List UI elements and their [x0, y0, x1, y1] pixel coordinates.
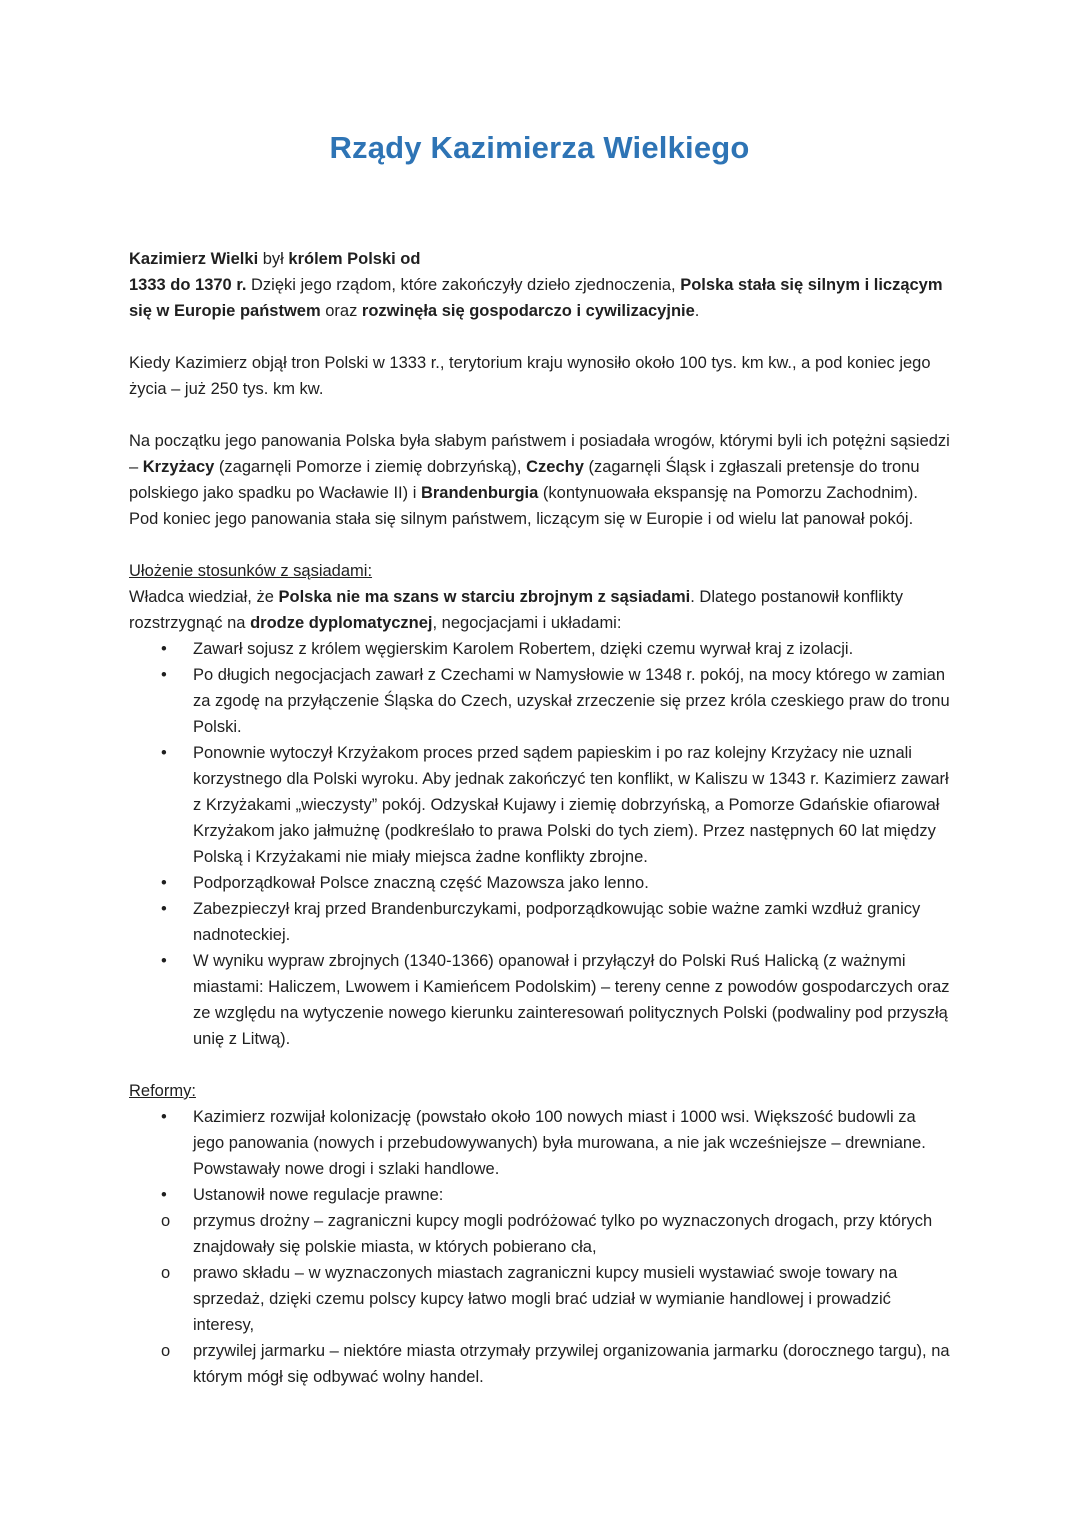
text-run: Zabezpieczył kraj przed Brandenburczykami, podporządkowując sobie ważne zamki wzdłuż granicy nadnoteckiej. [193, 900, 921, 944]
text-run: Ułożenie stosunków z sąsiadami: [129, 562, 373, 580]
list-item [129, 1338, 950, 1390]
bold-text-run: Krzyżacy [142, 458, 215, 476]
section-heading [129, 1078, 950, 1104]
bold-text-run: Czechy [526, 458, 584, 476]
text-run: Na początku jego panowania Polska była słabym państwem i posiadała wrogów, którymi byli ich potężni sąsiedzi – [129, 432, 950, 476]
bullet-marker: • [161, 744, 167, 762]
bullet-list [129, 1104, 950, 1208]
paragraph [129, 584, 950, 636]
text-run: . [694, 302, 700, 320]
text-run: Podporządkował Polsce znaczną część Mazowsza jako lenno. [193, 874, 649, 892]
bold-text-run: drodze dyplomatycznej [250, 614, 433, 632]
list-item [129, 896, 950, 948]
text-run: przywilej jarmarku – niektóre miasta otrzymały przywilej organizowania jarmarku (dorocznego targu), na którym mógł się odbywać wolny handel. [193, 1342, 950, 1386]
bullet-marker: • [161, 900, 167, 918]
bullet-marker: o [161, 1264, 171, 1282]
paragraph [129, 428, 950, 532]
list-item [129, 1182, 950, 1208]
text-run: Kiedy Kazimierz objął tron Polski w 1333 r., terytorium kraju wynosiło około 100 tys. km kw., a pod koniec jego życia – już 250 tys. km kw. [129, 354, 931, 398]
text-run: Ustanowił nowe regulacje prawne: [193, 1186, 444, 1204]
list-item [129, 1104, 950, 1182]
text-run: był [258, 250, 289, 268]
list-item [129, 636, 950, 662]
document-title: Rządy Kazimierza Wielkiego [329, 130, 750, 165]
list-item [129, 1208, 950, 1260]
text-run: Reformy: [129, 1082, 196, 1100]
list-item-text [193, 1338, 950, 1390]
text-run: (zagarnęli Śląsk i zgłaszali pretensje do tronu polskiego jako spadku po Wacławie II) i [129, 458, 920, 502]
bullet-list [129, 636, 950, 1052]
text-run: Kazimierz rozwijał kolonizację (powstało około 100 nowych miast i 1000 wsi. Większość budowli za jego panowania (nowych i przebudowywanych) była murowana, a nie jak wcześniejsze – drewniane. Powstawały nowe drogi i szlaki handlowe. [193, 1108, 926, 1178]
bullet-marker: • [161, 1186, 167, 1204]
bullet-marker: • [161, 1108, 167, 1126]
bullet-list [129, 1208, 950, 1390]
list-item [129, 948, 950, 1052]
list-item-text [193, 870, 950, 896]
document-content [129, 246, 950, 1390]
list-item-text [193, 636, 950, 662]
bullet-marker: • [161, 640, 167, 658]
list-item-text [193, 1104, 950, 1182]
bullet-marker: o [161, 1212, 171, 1230]
list-item [129, 870, 950, 896]
list-item-text [193, 1208, 950, 1260]
bold-text-run: rozwinęła się gospodarczo i cywilizacyjnie [361, 302, 695, 320]
text-run: . Dlatego postanowił konflikty rozstrzygnąć na [129, 588, 904, 632]
bold-text-run: Kazimierz Wielki [129, 250, 259, 268]
bold-text-run: królem Polski od [288, 250, 421, 268]
list-item-text [193, 1260, 950, 1338]
bold-text-run: 1333 do 1370 r. [129, 276, 247, 294]
text-run: Zawarł sojusz z królem węgierskim Karolem Robertem, dzięki czemu wyrwał kraj z izolacji. [193, 640, 854, 658]
bullet-marker: • [161, 666, 167, 684]
bullet-marker: o [161, 1342, 171, 1360]
bold-text-run: Brandenburgia [420, 484, 539, 502]
text-run: (zagarnęli Pomorze i ziemię dobrzyńską), [214, 458, 527, 476]
text-run: Dzięki jego rządom, które zakończyły dzieło zjednoczenia, [246, 276, 681, 294]
list-item [129, 1260, 950, 1338]
text-run: (kontynuowała ekspansję na Pomorzu Zachodnim). Pod koniec jego panowania stała się silnym państwem, liczącym się w Europie i od wielu lat panował pokój. [129, 484, 919, 528]
bullet-marker: • [161, 874, 167, 892]
list-item-text [193, 1182, 950, 1208]
paragraph [129, 246, 950, 324]
list-item-text [193, 740, 950, 870]
text-run: prawo składu – w wyznaczonych miastach zagraniczni kupcy musieli wystawiać swoje towary na sprzedaż, dzięki czemu polscy kupcy łatwo mogli brać udział w wymianie handlowej i prowadzić interesy, [193, 1264, 898, 1334]
text-run: przymus drożny – zagraniczni kupcy mogli podróżować tylko po wyznaczonych drogach, przy których znajdowały się polskie miasta, w których pobierano cła, [193, 1212, 933, 1256]
text-run: Ponownie wytoczył Krzyżakom proces przed sądem papieskim i po raz kolejny Krzyżacy nie uznali korzystnego dla Polski wyroku. Aby jednak zakończyć ten konflikt, w Kaliszu w 1343 r. Kazimierz zawarł z Krzyżakami „wieczysty” pokój. Odzyskał Kujawy i ziemię dobrzyńską, a Pomorze Gdańskie ofiarował Krzyżakom jako jałmużnę (podkreślało to prawa Polski do tych ziem). Przez następnych 60 lat między Polską i Krzyżakami nie miały miejsca żadne konflikty zbrojne. [193, 744, 949, 866]
list-item [129, 740, 950, 870]
list-item [129, 662, 950, 740]
text-run: Władca wiedział, że [129, 588, 279, 606]
text-run: oraz [320, 302, 362, 320]
text-run: Po długich negocjacjach zawarł z Czechami w Namysłowie w 1348 r. pokój, na mocy którego w zamian za zgodę na przyłączenie Śląska do Czech, uzyskał zrzeczenie się przez króla czeskiego praw do tronu Polski. [193, 666, 950, 736]
text-run: W wyniku wypraw zbrojnych (1340-1366) opanował i przyłączył do Polski Ruś Halicką (z ważnymi miastami: Haliczem, Lwowem i Kamieńcem Podolskim) – tereny cenne z powodów gospodarczych oraz ze względu na wytyczenie nowego kierunku zainteresowań politycznych Polski (podwaliny pod przyszłą unię z Litwą). [193, 952, 950, 1048]
bullet-marker: • [161, 952, 167, 970]
bold-text-run: Polska nie ma szans w starciu zbrojnym z sąsiadami [278, 588, 691, 606]
bold-text-run: Polska stała się silnym i liczącym się w Europie państwem [129, 276, 943, 320]
list-item-text [193, 948, 950, 1052]
section-heading [129, 558, 950, 584]
text-run: , negocjacjami i układami: [432, 614, 622, 632]
paragraph [129, 350, 950, 402]
list-item-text [193, 896, 950, 948]
list-item-text [193, 662, 950, 740]
